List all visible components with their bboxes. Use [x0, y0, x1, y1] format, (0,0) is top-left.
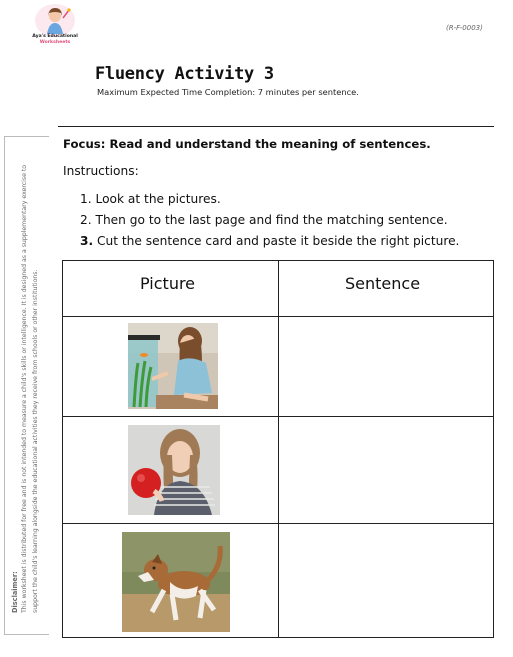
matching-table	[62, 260, 494, 638]
column-header-sentence: Sentence	[345, 274, 421, 293]
logo-badge	[35, 4, 75, 37]
step-text: Then go to the last page and find the matching sentence.	[95, 213, 448, 227]
instructions-heading: Instructions:	[63, 164, 139, 178]
picture-dog-running	[122, 532, 230, 632]
disclaimer-line-2: support the child's learning alongside the educational activities they receive from schools or other institutions.	[32, 269, 39, 613]
step-number: 3.	[80, 234, 94, 248]
row-divider	[63, 416, 493, 417]
logo	[28, 4, 82, 50]
instruction-step	[80, 192, 221, 206]
step-number: 1.	[80, 192, 92, 206]
disclaimer-label: Disclaimer:	[11, 571, 19, 613]
row-divider	[63, 316, 493, 317]
worksheet-code: (R-F-0003)	[446, 24, 483, 32]
column-divider	[278, 261, 279, 638]
step-text: Cut the sentence card and paste it beside the right picture.	[97, 234, 460, 248]
logo-subtext: Worksheets	[39, 40, 71, 45]
focus-text: Focus: Read and understand the meaning of sentences.	[63, 137, 431, 151]
disclaimer-line-1: This worksheet is distributed for free and is not intended to measure a child's skills or intelligence. It is designed as a supplementary exercise to	[21, 164, 28, 613]
picture-girl-fish-tank	[128, 323, 218, 409]
logo-text: Aya's Educational	[32, 34, 78, 39]
step-text: Look at the pictures.	[95, 192, 221, 206]
column-header-picture: Picture	[140, 274, 196, 293]
divider	[58, 126, 494, 127]
row-divider	[63, 523, 493, 524]
instruction-step	[80, 213, 448, 227]
instruction-step	[80, 234, 459, 248]
disclaimer-panel	[4, 136, 49, 635]
picture-girl-red-ball	[128, 425, 220, 515]
page-title: Fluency Activity 3	[95, 64, 274, 84]
step-number: 2.	[80, 213, 92, 227]
page-subtitle: Maximum Expected Time Completion: 7 minutes per sentence.	[97, 87, 359, 97]
